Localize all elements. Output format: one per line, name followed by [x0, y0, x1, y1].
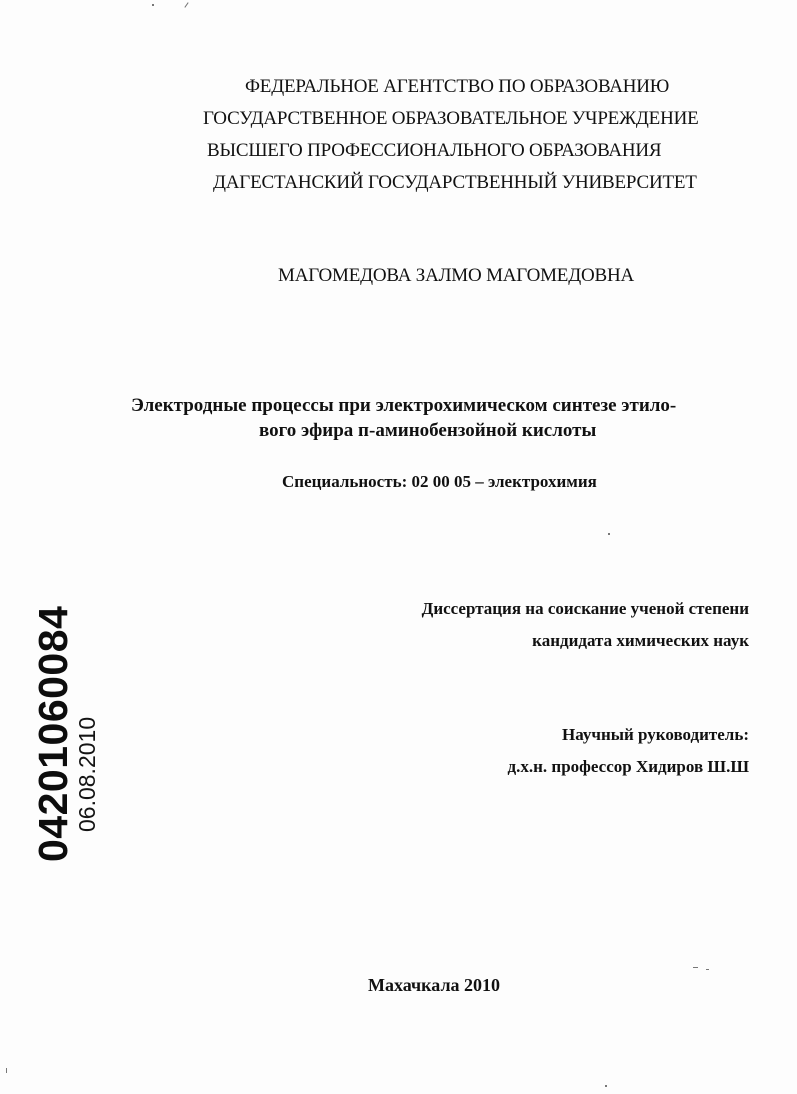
dissertation-title-line-1: Электродные процессы при электрохимическом синтезе этило-: [131, 395, 677, 416]
header-institution-type: ГОСУДАРСТВЕННОЕ ОБРАЗОВАТЕЛЬНОЕ УЧРЕЖДЕНИЕ: [203, 108, 699, 129]
city-year: Махачкала 2010: [368, 975, 501, 995]
supervisor-label: Научный руководитель:: [562, 725, 749, 744]
library-stamp-date: 06.08.2010: [74, 716, 100, 832]
header-education-level: ВЫСШЕГО ПРОФЕССИОНАЛЬНОГО ОБРАЗОВАНИЯ: [207, 140, 662, 161]
library-stamp-code: 04201060084: [30, 605, 76, 862]
dissertation-purpose-line-2: кандидата химических наук: [532, 631, 749, 650]
scan-speck: [706, 969, 709, 970]
scan-speck: [184, 2, 188, 7]
header-agency: ФЕДЕРАЛЬНОЕ АГЕНТСТВО ПО ОБРАЗОВАНИЮ: [245, 76, 670, 97]
scan-speck: [608, 533, 610, 535]
specialty: Специальность: 02 00 05 – электрохимия: [282, 472, 597, 491]
dissertation-title-line-2: вого эфира п-аминобензойной кислоты: [259, 420, 597, 441]
scan-speck: [152, 4, 154, 6]
scan-speck: [693, 967, 698, 968]
dissertation-purpose-line-1: Диссертация на соискание ученой степени: [421, 599, 749, 618]
author-name: МАГОМЕДОВА ЗАЛМО МАГОМЕДОВНА: [278, 265, 635, 286]
scan-speck: [6, 1068, 7, 1073]
supervisor-name: д.х.н. профессор Хидиров Ш.Ш: [507, 757, 749, 776]
scan-speck: [605, 1085, 607, 1087]
header-university: ДАГЕСТАНСКИЙ ГОСУДАРСТВЕННЫЙ УНИВЕРСИТЕТ: [213, 172, 697, 193]
